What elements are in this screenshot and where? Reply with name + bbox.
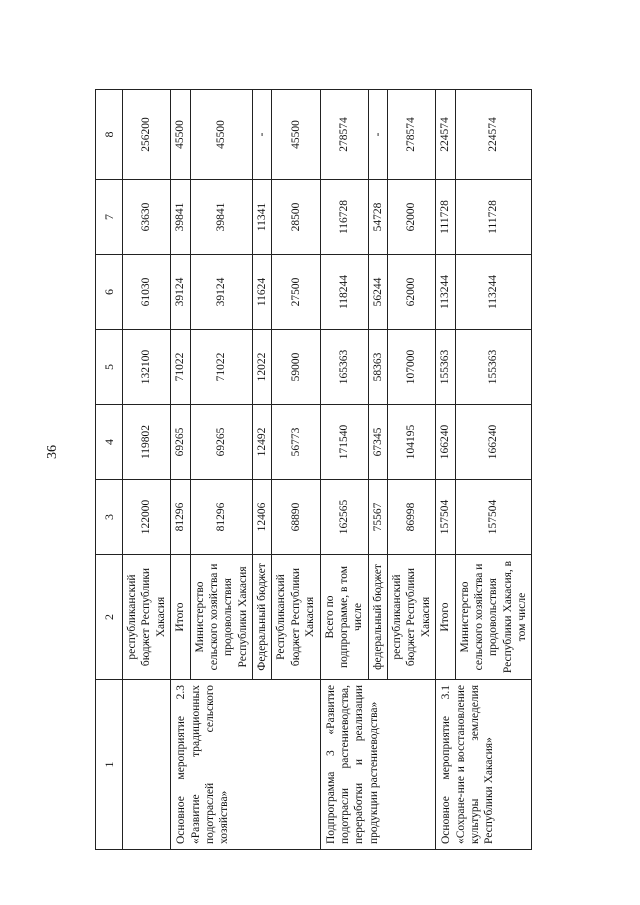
value-cell: 28500 <box>272 180 320 255</box>
source-cell: Всего по подпрограмме, в том числе <box>320 555 368 680</box>
col-header: 8 <box>96 90 123 180</box>
value-cell: 155363 <box>455 330 532 405</box>
col-header: 7 <box>96 180 123 255</box>
value-cell: 224574 <box>455 90 532 180</box>
value-cell: 86998 <box>388 480 436 555</box>
value-cell: 81296 <box>190 480 253 555</box>
measure-cell: Основное мероприятие 3.1 «Сохране-ние и восстановление культуры земледелия Республики Хакасия» <box>436 680 532 850</box>
value-cell: 45500 <box>171 90 190 180</box>
value-cell: 166240 <box>455 405 532 480</box>
col-header: 2 <box>96 555 123 680</box>
source-cell: Итого <box>436 555 455 680</box>
col-header: 5 <box>96 330 123 405</box>
value-cell: 39124 <box>190 255 253 330</box>
value-cell: 12022 <box>253 330 272 405</box>
value-cell: 104195 <box>388 405 436 480</box>
col-header: 6 <box>96 255 123 330</box>
value-cell: 62000 <box>388 180 436 255</box>
source-cell: Федеральный бюджет <box>253 555 272 680</box>
table-row <box>171 90 190 850</box>
value-cell: 45500 <box>272 90 320 180</box>
value-cell: 11624 <box>253 255 272 330</box>
value-cell: 69265 <box>171 405 190 480</box>
value-cell: 256200 <box>123 90 171 180</box>
source-cell: Министерство сельского хозяйства и продовольствия Республики Хакасия, в том числе <box>455 555 532 680</box>
table-row <box>123 90 171 850</box>
source-cell: Республиканский бюджет Республики Хакасия <box>272 555 320 680</box>
source-cell: республиканский бюджет Республики Хакасия <box>388 555 436 680</box>
value-cell: 62000 <box>388 255 436 330</box>
value-cell: 116728 <box>320 180 368 255</box>
value-cell: 39841 <box>171 180 190 255</box>
value-cell: 39841 <box>190 180 253 255</box>
value-cell: 81296 <box>171 480 190 555</box>
source-cell: Итого <box>171 555 190 680</box>
value-cell: 122000 <box>123 480 171 555</box>
value-cell: 111728 <box>455 180 532 255</box>
value-cell: 58363 <box>368 330 387 405</box>
measure-cell: Подпрограмма 3 «Развитие подотрасли растениеводства, переработки и реализации продукции растениеводства» <box>320 680 436 850</box>
budget-table <box>95 89 532 850</box>
value-cell: 113244 <box>455 255 532 330</box>
value-cell: 171540 <box>320 405 368 480</box>
source-cell: Министерство сельского хозяйства и продовольствия Республики Хакасия <box>190 555 253 680</box>
value-cell: 162565 <box>320 480 368 555</box>
value-cell: 111728 <box>436 180 455 255</box>
value-cell: 59000 <box>272 330 320 405</box>
col-header: 4 <box>96 405 123 480</box>
value-cell: 155363 <box>436 330 455 405</box>
value-cell: 63630 <box>123 180 171 255</box>
value-cell: 12406 <box>253 480 272 555</box>
value-cell: 12492 <box>253 405 272 480</box>
value-cell: 69265 <box>190 405 253 480</box>
value-cell: 165363 <box>320 330 368 405</box>
value-cell: 54728 <box>368 180 387 255</box>
value-cell: 56773 <box>272 405 320 480</box>
measure-cell: Основное мероприятие 2.3 «Развитие традиционных подотраслей сельского хозяйства» <box>171 680 320 850</box>
value-cell: 132100 <box>123 330 171 405</box>
value-cell: 71022 <box>171 330 190 405</box>
value-cell: 157504 <box>436 480 455 555</box>
value-cell: 71022 <box>190 330 253 405</box>
col-header: 3 <box>96 480 123 555</box>
value-cell: 75567 <box>368 480 387 555</box>
value-cell: 45500 <box>190 90 253 180</box>
col-header: 1 <box>96 680 123 850</box>
value-cell: 278574 <box>388 90 436 180</box>
table-row <box>320 90 368 850</box>
page-number: 36 <box>45 445 60 459</box>
value-cell: 278574 <box>320 90 368 180</box>
value-cell: 119802 <box>123 405 171 480</box>
value-cell: 39124 <box>171 255 190 330</box>
value-cell: - <box>368 90 387 180</box>
value-cell: - <box>253 90 272 180</box>
value-cell: 166240 <box>436 405 455 480</box>
source-cell: федеральный бюджет <box>368 555 387 680</box>
value-cell: 118244 <box>320 255 368 330</box>
value-cell: 68890 <box>272 480 320 555</box>
rotated-table-wrapper <box>95 90 528 850</box>
value-cell: 113244 <box>436 255 455 330</box>
value-cell: 61030 <box>123 255 171 330</box>
value-cell: 224574 <box>436 90 455 180</box>
value-cell: 27500 <box>272 255 320 330</box>
value-cell: 67345 <box>368 405 387 480</box>
header-row <box>96 90 123 850</box>
value-cell: 11341 <box>253 180 272 255</box>
source-cell: республиканский бюджет Республики Хакасия <box>123 555 171 680</box>
value-cell: 107000 <box>388 330 436 405</box>
value-cell: 56244 <box>368 255 387 330</box>
value-cell: 157504 <box>455 480 532 555</box>
measure-cell <box>123 680 171 850</box>
table-row <box>436 90 455 850</box>
